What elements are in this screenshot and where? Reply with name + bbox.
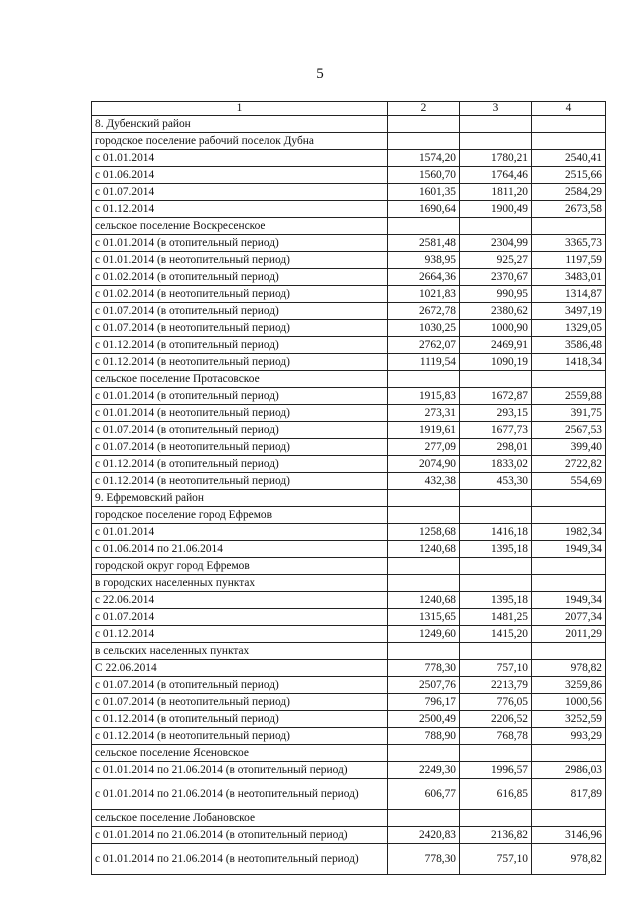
- value-col-4: 2986,03: [532, 762, 606, 779]
- row-label: с 01.01.2014 (в неотопительный период): [92, 405, 388, 422]
- column-header-4: 4: [532, 102, 606, 116]
- table-row: [92, 592, 606, 609]
- table-row: [92, 184, 606, 201]
- value-col-4: 3365,73: [532, 235, 606, 252]
- column-header-3: 3: [460, 102, 532, 116]
- row-label: сельское поселение Протасовское: [92, 371, 388, 388]
- value-col-2: [388, 490, 460, 507]
- table-body: [92, 116, 606, 875]
- value-col-3: 757,10: [460, 844, 532, 875]
- row-label: городское поселение город Ефремов: [92, 507, 388, 524]
- table-row: [92, 388, 606, 405]
- value-col-2: 2420,83: [388, 827, 460, 844]
- value-col-2: 1240,68: [388, 592, 460, 609]
- table-row: [92, 541, 606, 558]
- row-label: в городских населенных пунктах: [92, 575, 388, 592]
- value-col-4: [532, 218, 606, 235]
- value-col-2: [388, 133, 460, 150]
- value-col-4: 2540,41: [532, 150, 606, 167]
- value-col-3: [460, 507, 532, 524]
- value-col-4: 1982,34: [532, 524, 606, 541]
- row-label: с 01.12.2014 (в неотопительный период): [92, 354, 388, 371]
- value-col-3: [460, 558, 532, 575]
- value-col-4: 1949,34: [532, 541, 606, 558]
- value-col-2: [388, 810, 460, 827]
- value-col-4: 978,82: [532, 844, 606, 875]
- row-label: с 01.12.2014 (в неотопительный период): [92, 473, 388, 490]
- row-label: с 01.07.2014 (в неотопительный период): [92, 439, 388, 456]
- row-label: с 01.07.2014 (в неотопительный период): [92, 694, 388, 711]
- table-row: [92, 354, 606, 371]
- section-heading-row: [92, 810, 606, 827]
- value-col-3: [460, 218, 532, 235]
- row-label: городской округ город Ефремов: [92, 558, 388, 575]
- table-row: [92, 844, 606, 875]
- table-row: [92, 303, 606, 320]
- value-col-2: 277,09: [388, 439, 460, 456]
- row-label: с 01.12.2014: [92, 626, 388, 643]
- value-col-2: 938,95: [388, 252, 460, 269]
- value-col-3: 1764,46: [460, 167, 532, 184]
- column-header-2: 2: [388, 102, 460, 116]
- value-col-2: 2249,30: [388, 762, 460, 779]
- value-col-2: [388, 643, 460, 660]
- value-col-4: 399,40: [532, 439, 606, 456]
- row-label: с 01.12.2014 (в отопительный период): [92, 456, 388, 473]
- value-col-2: 432,38: [388, 473, 460, 490]
- value-col-4: 3497,19: [532, 303, 606, 320]
- row-label: с 01.01.2014 (в отопительный период): [92, 235, 388, 252]
- value-col-3: 1811,20: [460, 184, 532, 201]
- value-col-4: 2584,29: [532, 184, 606, 201]
- value-col-4: [532, 745, 606, 762]
- value-col-2: 273,31: [388, 405, 460, 422]
- value-col-2: 2074,90: [388, 456, 460, 473]
- row-label: с 01.12.2014 (в отопительный период): [92, 711, 388, 728]
- section-heading-row: [92, 116, 606, 133]
- value-col-4: [532, 558, 606, 575]
- table-row: [92, 524, 606, 541]
- row-label: сельское поселение Ясеновское: [92, 745, 388, 762]
- value-col-3: [460, 575, 532, 592]
- table-row: [92, 626, 606, 643]
- value-col-3: 2469,91: [460, 337, 532, 354]
- row-label: с 01.01.2014 по 21.06.2014 (в отопительный период): [92, 827, 388, 844]
- value-col-4: 3259,86: [532, 677, 606, 694]
- table-row: [92, 286, 606, 303]
- value-col-3: 1481,25: [460, 609, 532, 626]
- value-col-3: [460, 810, 532, 827]
- value-col-3: 1395,18: [460, 592, 532, 609]
- value-col-2: 1919,61: [388, 422, 460, 439]
- section-heading-row: [92, 575, 606, 592]
- table-row: [92, 779, 606, 810]
- value-col-3: [460, 745, 532, 762]
- value-col-3: 1090,19: [460, 354, 532, 371]
- value-col-2: 1021,83: [388, 286, 460, 303]
- value-col-2: 1240,68: [388, 541, 460, 558]
- value-col-4: [532, 490, 606, 507]
- row-label: с 01.01.2014: [92, 524, 388, 541]
- value-col-3: 293,15: [460, 405, 532, 422]
- value-col-4: 1949,34: [532, 592, 606, 609]
- section-heading-row: [92, 218, 606, 235]
- row-label: сельское поселение Лобановское: [92, 810, 388, 827]
- value-col-4: 2722,82: [532, 456, 606, 473]
- value-col-3: 925,27: [460, 252, 532, 269]
- value-col-4: 2011,29: [532, 626, 606, 643]
- section-heading-row: [92, 133, 606, 150]
- row-label: с 01.01.2014 по 21.06.2014 (в неотопительный период): [92, 779, 388, 810]
- value-col-4: [532, 643, 606, 660]
- table-row: [92, 320, 606, 337]
- table-row: [92, 660, 606, 677]
- value-col-4: 2515,66: [532, 167, 606, 184]
- section-heading-row: [92, 558, 606, 575]
- table-row: [92, 473, 606, 490]
- table-row: [92, 405, 606, 422]
- value-col-2: 1915,83: [388, 388, 460, 405]
- section-heading-row: [92, 745, 606, 762]
- table-row: [92, 827, 606, 844]
- page-number: 5: [316, 66, 324, 82]
- row-label: с 01.07.2014: [92, 609, 388, 626]
- row-label: с 01.07.2014 (в отопительный период): [92, 677, 388, 694]
- value-col-3: 990,95: [460, 286, 532, 303]
- value-col-3: 757,10: [460, 660, 532, 677]
- value-col-3: 1900,49: [460, 201, 532, 218]
- section-heading-row: [92, 371, 606, 388]
- value-col-4: 1314,87: [532, 286, 606, 303]
- table-row: [92, 694, 606, 711]
- value-col-2: 2664,36: [388, 269, 460, 286]
- row-label: 9. Ефремовский район: [92, 490, 388, 507]
- table-row: [92, 150, 606, 167]
- value-col-3: [460, 371, 532, 388]
- row-label: с 01.01.2014: [92, 150, 388, 167]
- row-label: с 01.02.2014 (в отопительный период): [92, 269, 388, 286]
- value-col-4: 3483,01: [532, 269, 606, 286]
- table-row: [92, 337, 606, 354]
- value-col-3: [460, 643, 532, 660]
- value-col-3: [460, 133, 532, 150]
- value-col-4: [532, 116, 606, 133]
- value-col-2: [388, 507, 460, 524]
- row-label: с 01.06.2014: [92, 167, 388, 184]
- value-col-3: 1395,18: [460, 541, 532, 558]
- value-col-3: 2304,99: [460, 235, 532, 252]
- table-row: [92, 609, 606, 626]
- value-col-3: 1677,73: [460, 422, 532, 439]
- row-label: с 22.06.2014: [92, 592, 388, 609]
- value-col-3: 1833,02: [460, 456, 532, 473]
- value-col-4: [532, 810, 606, 827]
- row-label: с 01.01.2014 по 21.06.2014 (в неотопительный период): [92, 844, 388, 875]
- value-col-4: 978,82: [532, 660, 606, 677]
- value-col-4: 391,75: [532, 405, 606, 422]
- value-col-2: 606,77: [388, 779, 460, 810]
- row-label: с 01.01.2014 по 21.06.2014 (в отопительный период): [92, 762, 388, 779]
- table-row: [92, 728, 606, 745]
- value-col-4: 3586,48: [532, 337, 606, 354]
- value-col-3: 616,85: [460, 779, 532, 810]
- row-label: с 01.06.2014 по 21.06.2014: [92, 541, 388, 558]
- value-col-2: 2500,49: [388, 711, 460, 728]
- table-header-row: [92, 102, 606, 116]
- value-col-4: [532, 133, 606, 150]
- value-col-3: 2136,82: [460, 827, 532, 844]
- value-col-4: 554,69: [532, 473, 606, 490]
- section-heading-row: [92, 507, 606, 524]
- value-col-2: 2507,76: [388, 677, 460, 694]
- value-col-2: 778,30: [388, 844, 460, 875]
- value-col-4: 1000,56: [532, 694, 606, 711]
- value-col-2: [388, 116, 460, 133]
- value-col-2: [388, 745, 460, 762]
- row-label: с 01.12.2014 (в отопительный период): [92, 337, 388, 354]
- table-row: [92, 762, 606, 779]
- value-col-2: 1030,25: [388, 320, 460, 337]
- value-col-3: 298,01: [460, 439, 532, 456]
- value-col-3: 1416,18: [460, 524, 532, 541]
- row-label: с 01.01.2014 (в неотопительный период): [92, 252, 388, 269]
- table-row: [92, 269, 606, 286]
- value-col-4: 1329,05: [532, 320, 606, 337]
- value-col-3: 1415,20: [460, 626, 532, 643]
- value-col-2: 1690,64: [388, 201, 460, 218]
- row-label: с 01.07.2014 (в отопительный период): [92, 422, 388, 439]
- value-col-4: 2077,34: [532, 609, 606, 626]
- value-col-4: 993,29: [532, 728, 606, 745]
- value-col-4: 3146,96: [532, 827, 606, 844]
- value-col-4: 3252,59: [532, 711, 606, 728]
- value-col-2: 1601,35: [388, 184, 460, 201]
- value-col-3: 1672,87: [460, 388, 532, 405]
- row-label: с 01.07.2014: [92, 184, 388, 201]
- value-col-2: 2581,48: [388, 235, 460, 252]
- value-col-3: 1780,21: [460, 150, 532, 167]
- value-col-3: 1996,57: [460, 762, 532, 779]
- section-heading-row: [92, 643, 606, 660]
- value-col-3: 2213,79: [460, 677, 532, 694]
- row-label: с 01.01.2014 (в отопительный период): [92, 388, 388, 405]
- row-label: с 01.07.2014 (в неотопительный период): [92, 320, 388, 337]
- value-col-2: 796,17: [388, 694, 460, 711]
- value-col-3: 768,78: [460, 728, 532, 745]
- value-col-3: [460, 490, 532, 507]
- table-row: [92, 439, 606, 456]
- table-row: [92, 711, 606, 728]
- value-col-3: 2370,67: [460, 269, 532, 286]
- value-col-2: 1258,68: [388, 524, 460, 541]
- value-col-2: 1249,60: [388, 626, 460, 643]
- row-label: с 01.02.2014 (в неотопительный период): [92, 286, 388, 303]
- value-col-2: 2762,07: [388, 337, 460, 354]
- value-col-2: 1560,70: [388, 167, 460, 184]
- value-col-2: 1119,54: [388, 354, 460, 371]
- value-col-3: 776,05: [460, 694, 532, 711]
- value-col-4: 1197,59: [532, 252, 606, 269]
- row-label: с 01.12.2014: [92, 201, 388, 218]
- value-col-2: [388, 558, 460, 575]
- row-label: С 22.06.2014: [92, 660, 388, 677]
- value-col-3: 1000,90: [460, 320, 532, 337]
- table-row: [92, 167, 606, 184]
- table-row: [92, 235, 606, 252]
- row-label: 8. Дубенский район: [92, 116, 388, 133]
- value-col-2: [388, 218, 460, 235]
- value-col-2: 788,90: [388, 728, 460, 745]
- column-header-1: 1: [92, 102, 388, 116]
- value-col-2: 778,30: [388, 660, 460, 677]
- table-row: [92, 422, 606, 439]
- table-row: [92, 252, 606, 269]
- value-col-4: 2567,53: [532, 422, 606, 439]
- section-heading-row: [92, 490, 606, 507]
- value-col-4: 2673,58: [532, 201, 606, 218]
- value-col-2: 1315,65: [388, 609, 460, 626]
- table-row: [92, 456, 606, 473]
- row-label: с 01.07.2014 (в отопительный период): [92, 303, 388, 320]
- value-col-3: [460, 116, 532, 133]
- value-col-4: 2559,88: [532, 388, 606, 405]
- value-col-4: 817,89: [532, 779, 606, 810]
- tariff-table: [91, 101, 606, 875]
- value-col-2: 1574,20: [388, 150, 460, 167]
- row-label: с 01.12.2014 (в неотопительный период): [92, 728, 388, 745]
- value-col-4: [532, 575, 606, 592]
- value-col-3: 2380,62: [460, 303, 532, 320]
- value-col-4: [532, 507, 606, 524]
- value-col-3: 2206,52: [460, 711, 532, 728]
- value-col-3: 453,30: [460, 473, 532, 490]
- row-label: сельское поселение Воскресенское: [92, 218, 388, 235]
- row-label: городское поселение рабочий поселок Дубна: [92, 133, 388, 150]
- table-row: [92, 677, 606, 694]
- value-col-2: [388, 371, 460, 388]
- value-col-4: 1418,34: [532, 354, 606, 371]
- value-col-2: 2672,78: [388, 303, 460, 320]
- table-row: [92, 201, 606, 218]
- value-col-2: [388, 575, 460, 592]
- value-col-4: [532, 371, 606, 388]
- row-label: в сельских населенных пунктах: [92, 643, 388, 660]
